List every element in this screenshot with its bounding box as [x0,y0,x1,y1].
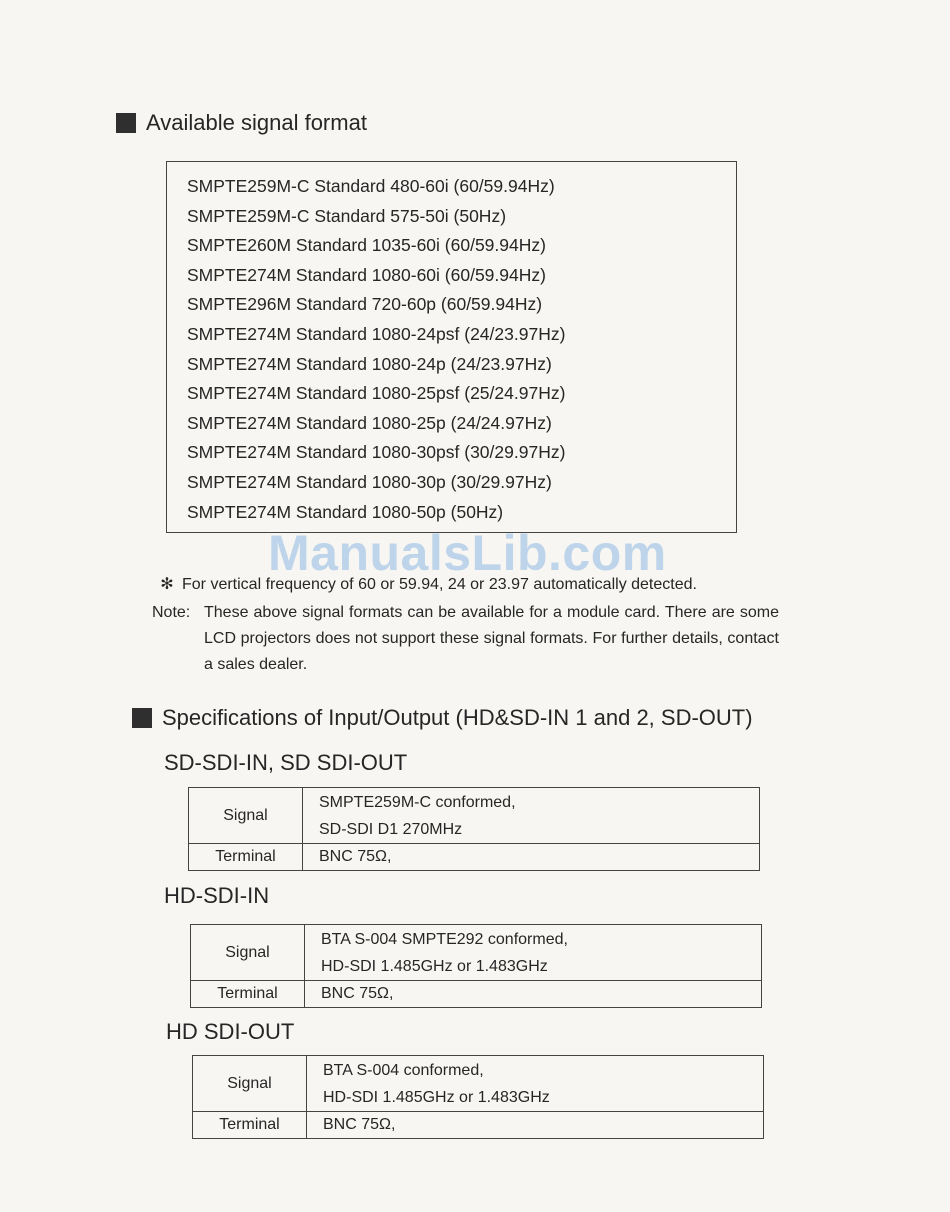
table-row [189,844,760,871]
section-title: Specifications of Input/Output (HD&SD-IN 1 and 2, SD-OUT) [162,705,753,730]
format-line: SMPTE274M Standard 1080-24psf (24/23.97Hz) [187,323,566,344]
section-heading-signal-format [116,110,367,136]
format-line: SMPTE274M Standard 1080-25p (24/24.97Hz) [187,412,552,433]
signal-format-box [166,161,737,533]
signal-line: HD-SDI 1.485GHz or 1.483GHz [323,1088,550,1106]
asterisk-note-text: For vertical frequency of 60 or 59.94, 24 or 23.97 automatically detected. [182,576,697,593]
terminal-value: BNC 75Ω, [303,844,760,871]
format-line: SMPTE274M Standard 1080-24p (24/23.97Hz) [187,353,552,374]
signal-value [305,925,762,981]
format-line: SMPTE259M-C Standard 575-50i (50Hz) [187,205,507,226]
terminal-value: BNC 75Ω, [305,981,762,1008]
notes-block [152,572,792,678]
table-row [193,1056,764,1112]
section-title: Available signal format [146,110,367,135]
square-bullet-icon [132,708,152,728]
spec-table-hd-out [192,1055,764,1139]
format-line: SMPTE259M-C Standard 480-60i (60/59.94Hz) [187,176,555,196]
format-line: SMPTE274M Standard 1080-30psf (30/29.97Hz) [187,442,566,463]
format-line: SMPTE274M Standard 1080-60i (60/59.94Hz) [187,264,546,285]
general-note [152,600,792,678]
table-row [191,981,762,1008]
format-line: SMPTE274M Standard 1080-50p (50Hz) [187,501,504,522]
format-line: SMPTE274M Standard 1080-30p (30/29.97Hz) [187,471,552,492]
table-heading: HD SDI-OUT [166,1019,295,1044]
signal-line: BTA S-004 SMPTE292 conformed, [321,930,568,948]
section-heading-specifications [132,705,753,731]
signal-line: BTA S-004 conformed, [323,1061,484,1079]
signal-label: Signal [193,1056,307,1112]
table-row [189,788,760,844]
asterisk-icon: ✻ [160,576,174,593]
table-row [191,925,762,981]
asterisk-note [152,572,792,598]
signal-label: Signal [189,788,303,844]
format-line: SMPTE296M Standard 720-60p (60/59.94Hz) [187,294,543,315]
note-text: These above signal formats can be available for a module card. There are some LCD projectors does not support these signal formats. For further details, contact a sales dealer. [204,604,779,673]
terminal-label: Terminal [193,1112,307,1139]
signal-value [303,788,760,844]
terminal-label: Terminal [189,844,303,871]
table-heading: HD-SDI-IN [164,883,270,908]
format-line: SMPTE260M Standard 1035-60i (60/59.94Hz) [187,235,546,256]
square-bullet-icon [116,113,136,133]
signal-line: HD-SDI 1.485GHz or 1.483GHz [321,957,548,975]
terminal-value: BNC 75Ω, [307,1112,764,1139]
signal-line: SMPTE259M-C conformed, [319,793,516,811]
signal-value [307,1056,764,1112]
signal-line: SD-SDI D1 270MHz [319,820,463,838]
terminal-label: Terminal [191,981,305,1008]
spec-table-sd [188,787,760,871]
note-label: Note: [152,604,191,621]
table-heading: SD-SDI-IN, SD SDI-OUT [164,750,408,775]
format-line: SMPTE274M Standard 1080-25psf (25/24.97Hz) [187,383,566,404]
spec-table-hd-in [190,924,762,1008]
table-row [193,1112,764,1139]
signal-label: Signal [191,925,305,981]
watermark-text: ManualsLib.com [268,525,667,581]
